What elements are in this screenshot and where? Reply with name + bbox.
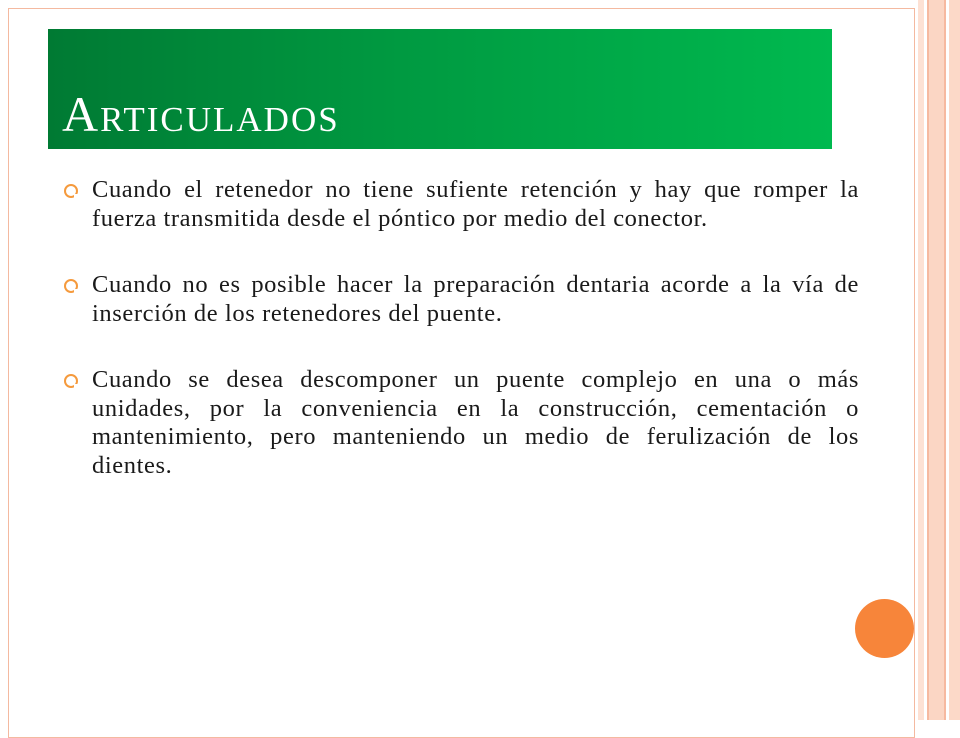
decorative-orange-circle bbox=[855, 599, 914, 658]
list-item bbox=[62, 366, 859, 480]
slide-title: Articulados bbox=[62, 86, 340, 142]
bullet-text: Cuando no es posible hacer la preparación dentaria acorde a la vía de inserción de los retenedores del puente. bbox=[92, 271, 859, 327]
bullet-text: Cuando se desea descomponer un puente complejo en una o más unidades, por la conveniencia en la construcción, cementación o mantenimiento, pero manteniendo un medio de ferulización de los dientes. bbox=[92, 366, 859, 479]
bullet-text: Cuando el retenedor no tiene sufiente retención y hay que romper la fuerza transmitida desde el póntico por medio del conector. bbox=[92, 176, 859, 232]
bullet-list bbox=[62, 176, 859, 518]
list-item bbox=[62, 176, 859, 233]
open-circle-bullet-icon bbox=[64, 279, 78, 293]
open-circle-bullet-icon bbox=[64, 374, 78, 388]
open-circle-bullet-icon bbox=[64, 184, 78, 198]
decorative-side-stripes bbox=[918, 0, 960, 720]
list-item bbox=[62, 271, 859, 328]
